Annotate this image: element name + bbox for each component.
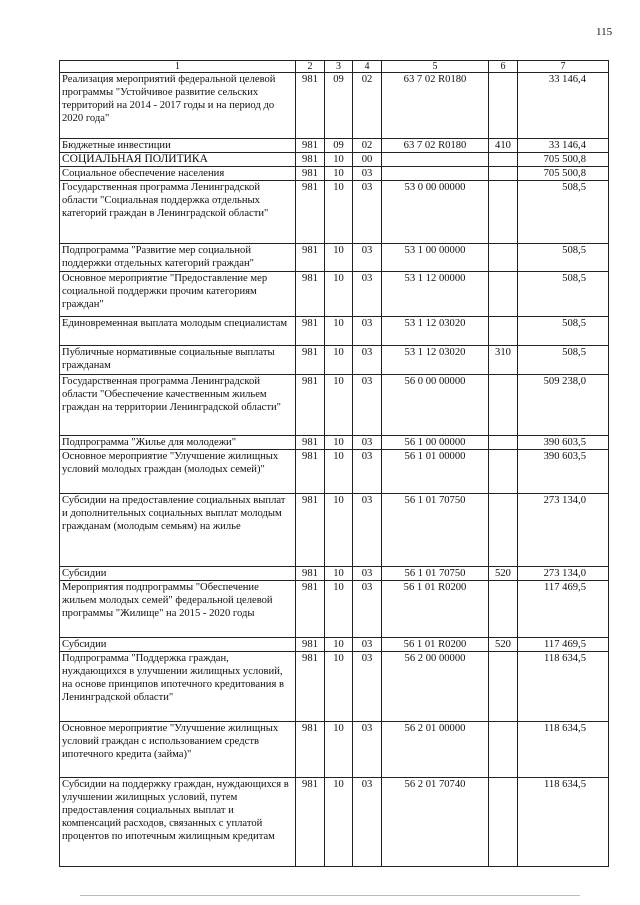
table-cell-c4: 03 [353, 317, 382, 346]
table-cell-name: Субсидии на поддержку граждан, нуждающихся в улучшении жилищных условий, путем предоставления социальных выплат и компенсаций расходов, связанных с уплатой процентов по ипотечным жилищным кредитам [60, 778, 296, 867]
table-cell-c4: 00 [353, 153, 382, 167]
table-cell-c4: 03 [353, 567, 382, 581]
table-row [60, 494, 609, 567]
table-cell-c2: 981 [296, 272, 325, 317]
table-cell-c7: 273 134,0 [518, 494, 609, 567]
table-cell-c2: 981 [296, 153, 325, 167]
column-header: 4 [353, 61, 382, 73]
table-row [60, 375, 609, 436]
table-cell-c6 [489, 181, 518, 244]
table-row [60, 73, 609, 139]
table-cell-c7: 705 500,8 [518, 153, 609, 167]
table-row [60, 139, 609, 153]
table-cell-c4: 03 [353, 167, 382, 181]
table-cell-c5: 56 1 01 R0200 [382, 638, 489, 652]
table-cell-c5: 56 1 01 70750 [382, 567, 489, 581]
table-row [60, 346, 609, 375]
table-cell-c5 [382, 153, 489, 167]
table-cell-name: Основное мероприятие "Предоставление мер социальной поддержки прочим категориям граждан" [60, 272, 296, 317]
table-row [60, 317, 609, 346]
table-cell-c7: 509 238,0 [518, 375, 609, 436]
table-cell-c2: 981 [296, 638, 325, 652]
table-cell-c4: 02 [353, 73, 382, 139]
table-cell-c5 [382, 167, 489, 181]
table-cell-c2: 981 [296, 244, 325, 272]
table-cell-c5: 56 1 00 00000 [382, 436, 489, 450]
table-cell-name: Подпрограмма "Поддержка граждан, нуждающихся в улучшении жилищных условий, на основе принципов ипотечного кредитования в Ленинградской области" [60, 652, 296, 722]
table-cell-c4: 03 [353, 722, 382, 778]
table-cell-c5: 63 7 02 R0180 [382, 139, 489, 153]
table-cell-c3: 09 [325, 139, 353, 153]
table-cell-c6 [489, 722, 518, 778]
table-cell-c2: 981 [296, 436, 325, 450]
table-cell-c4: 03 [353, 346, 382, 375]
table-cell-name: Государственная программа Ленинградской области "Обеспечение качественным жильем граждан на территории Ленинградской области" [60, 375, 296, 436]
table-row [60, 167, 609, 181]
table-cell-c5: 53 0 00 00000 [382, 181, 489, 244]
table-cell-c6 [489, 167, 518, 181]
table-cell-c4: 03 [353, 272, 382, 317]
table-cell-c5: 63 7 02 R0180 [382, 73, 489, 139]
table-cell-c6 [489, 272, 518, 317]
table-cell-c5: 56 1 01 00000 [382, 450, 489, 494]
table-cell-c6: 520 [489, 567, 518, 581]
table-cell-c2: 981 [296, 567, 325, 581]
column-header: 6 [489, 61, 518, 73]
table-cell-name: Государственная программа Ленинградской области "Социальная поддержка отдельных категорий граждан в Ленинградской области" [60, 181, 296, 244]
table-cell-c6 [489, 450, 518, 494]
table-cell-c2: 981 [296, 317, 325, 346]
table-cell-c5: 53 1 00 00000 [382, 244, 489, 272]
table-cell-c3: 10 [325, 181, 353, 244]
table-cell-c6 [489, 778, 518, 867]
table-cell-c7: 117 469,5 [518, 638, 609, 652]
table-cell-name: Мероприятия подпрограммы "Обеспечение жильем молодых семей" федеральной целевой программы "Жилище" на 2015 - 2020 годы [60, 581, 296, 638]
table-row [60, 567, 609, 581]
table-row [60, 272, 609, 317]
column-header: 3 [325, 61, 353, 73]
table-cell-c2: 981 [296, 450, 325, 494]
table-cell-name: Социальное обеспечение населения [60, 167, 296, 181]
table-row [60, 722, 609, 778]
table-cell-c2: 981 [296, 722, 325, 778]
table-cell-c4: 03 [353, 494, 382, 567]
table-cell-c6 [489, 436, 518, 450]
table-cell-c2: 981 [296, 167, 325, 181]
table-cell-c7: 118 634,5 [518, 652, 609, 722]
table-cell-c7: 390 603,5 [518, 436, 609, 450]
table-cell-name: Подпрограмма "Жилье для молодежи" [60, 436, 296, 450]
table-cell-c6 [489, 494, 518, 567]
table-cell-c3: 10 [325, 153, 353, 167]
table-cell-c5: 53 1 12 03020 [382, 346, 489, 375]
budget-table [59, 60, 609, 867]
table-cell-name: Бюджетные инвестиции [60, 139, 296, 153]
table-cell-c4: 03 [353, 581, 382, 638]
table-cell-c3: 10 [325, 778, 353, 867]
table-cell-c2: 981 [296, 494, 325, 567]
table-cell-c6 [489, 244, 518, 272]
table-cell-c3: 10 [325, 494, 353, 567]
table-cell-c7: 508,5 [518, 244, 609, 272]
table-row [60, 436, 609, 450]
table-cell-c7: 118 634,5 [518, 722, 609, 778]
table-cell-c5: 53 1 12 00000 [382, 272, 489, 317]
table-cell-c4: 03 [353, 450, 382, 494]
table-cell-c5: 56 2 01 70740 [382, 778, 489, 867]
table-cell-c4: 02 [353, 139, 382, 153]
table-cell-c3: 10 [325, 272, 353, 317]
table-cell-c3: 10 [325, 722, 353, 778]
table-row [60, 450, 609, 494]
table-cell-c7: 390 603,5 [518, 450, 609, 494]
table-cell-c6: 310 [489, 346, 518, 375]
table-cell-c2: 981 [296, 581, 325, 638]
table-row [60, 181, 609, 244]
table-cell-name: Подпрограмма "Развитие мер социальной поддержки отдельных категорий граждан" [60, 244, 296, 272]
table-cell-c3: 10 [325, 436, 353, 450]
table-cell-c3: 09 [325, 73, 353, 139]
column-header: 2 [296, 61, 325, 73]
table-row [60, 778, 609, 867]
table-cell-name: Основное мероприятие "Улучшение жилищных условий граждан с использованием средств ипотечного кредита (займа)" [60, 722, 296, 778]
table-cell-c4: 03 [353, 436, 382, 450]
table-cell-name: СОЦИАЛЬНАЯ ПОЛИТИКА [60, 153, 296, 167]
table-cell-c5: 56 2 00 00000 [382, 652, 489, 722]
table-cell-name: Субсидии [60, 638, 296, 652]
table-cell-c6: 410 [489, 139, 518, 153]
table-cell-c3: 10 [325, 167, 353, 181]
table-cell-name: Основное мероприятие "Улучшение жилищных условий молодых граждан (молодых семей)" [60, 450, 296, 494]
table-cell-c3: 10 [325, 317, 353, 346]
table-cell-c7: 508,5 [518, 181, 609, 244]
table-cell-c2: 981 [296, 375, 325, 436]
table-cell-c6 [489, 73, 518, 139]
table-cell-c3: 10 [325, 244, 353, 272]
table-cell-name: Субсидии [60, 567, 296, 581]
table-row [60, 581, 609, 638]
table-cell-c2: 981 [296, 652, 325, 722]
table-cell-c7: 117 469,5 [518, 581, 609, 638]
table-cell-name: Публичные нормативные социальные выплаты гражданам [60, 346, 296, 375]
table-cell-c5: 56 0 00 00000 [382, 375, 489, 436]
column-header: 7 [518, 61, 609, 73]
table-cell-c3: 10 [325, 375, 353, 436]
table-cell-c6: 520 [489, 638, 518, 652]
table-cell-c5: 56 2 01 00000 [382, 722, 489, 778]
page-number: 115 [596, 26, 613, 38]
table-cell-c5: 53 1 12 03020 [382, 317, 489, 346]
table-cell-c4: 03 [353, 778, 382, 867]
table-cell-name: Единовременная выплата молодым специалистам [60, 317, 296, 346]
table-cell-c3: 10 [325, 450, 353, 494]
table-cell-c4: 03 [353, 181, 382, 244]
table-cell-c6 [489, 375, 518, 436]
table-cell-c4: 03 [353, 244, 382, 272]
table-cell-c2: 981 [296, 73, 325, 139]
table-row [60, 638, 609, 652]
table-cell-c4: 03 [353, 375, 382, 436]
table-cell-c3: 10 [325, 581, 353, 638]
table-cell-c6 [489, 652, 518, 722]
column-header-row [60, 61, 609, 73]
column-header: 5 [382, 61, 489, 73]
table-cell-c7: 508,5 [518, 272, 609, 317]
table-cell-c7: 273 134,0 [518, 567, 609, 581]
table-cell-c2: 981 [296, 181, 325, 244]
table-cell-c7: 705 500,8 [518, 167, 609, 181]
table-cell-c7: 33 146,4 [518, 139, 609, 153]
table-cell-c2: 981 [296, 778, 325, 867]
table-row [60, 153, 609, 167]
table-cell-name: Реализация мероприятий федеральной целевой программы "Устойчивое развитие сельских территорий на 2014 - 2017 годы и на период до 2020 года" [60, 73, 296, 139]
table-cell-c7: 118 634,5 [518, 778, 609, 867]
table-cell-c6 [489, 317, 518, 346]
table-cell-c4: 03 [353, 638, 382, 652]
table-cell-c7: 508,5 [518, 346, 609, 375]
table-cell-name: Субсидии на предоставление социальных выплат и дополнительных социальных выплат молодым гражданам (молодым семьям) на жилье [60, 494, 296, 567]
table-cell-c7: 33 146,4 [518, 73, 609, 139]
table-cell-c7: 508,5 [518, 317, 609, 346]
table-cell-c5: 56 1 01 R0200 [382, 581, 489, 638]
table-cell-c2: 981 [296, 139, 325, 153]
table-cell-c3: 10 [325, 567, 353, 581]
table-cell-c4: 03 [353, 652, 382, 722]
table-cell-c2: 981 [296, 346, 325, 375]
table-cell-c3: 10 [325, 346, 353, 375]
table-row [60, 244, 609, 272]
table-cell-c5: 56 1 01 70750 [382, 494, 489, 567]
table-cell-c3: 10 [325, 652, 353, 722]
column-header: 1 [60, 61, 296, 73]
table-cell-c6 [489, 153, 518, 167]
page-bottom-rule [80, 895, 580, 896]
table-cell-c3: 10 [325, 638, 353, 652]
table-row [60, 652, 609, 722]
table-cell-c6 [489, 581, 518, 638]
